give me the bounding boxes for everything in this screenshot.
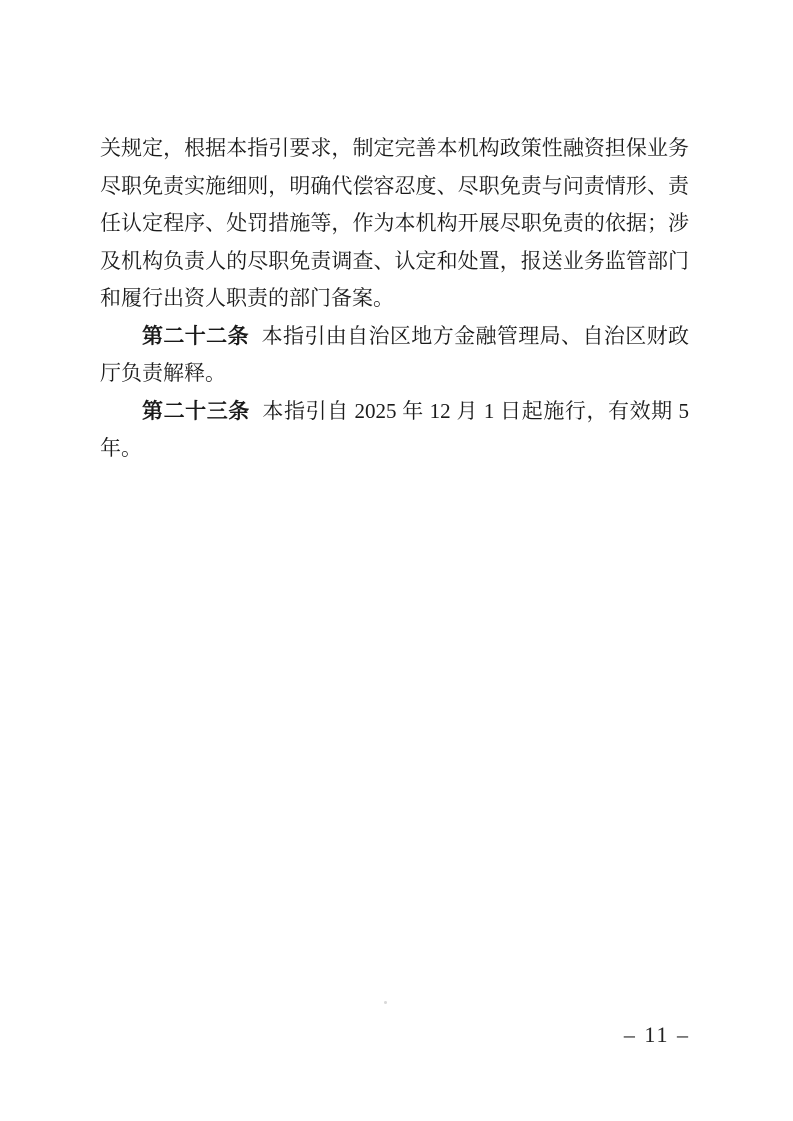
article-23-line-2: 年。 [100, 436, 142, 460]
article-23-line-1 [100, 393, 689, 431]
paragraph-continuation-line-5: 和履行出资人职责的部门备案。 [100, 286, 394, 310]
document-text-block [100, 130, 689, 468]
article-23-number: 第二十三条 [142, 398, 250, 423]
page-number: – 11 – [623, 1022, 690, 1047]
paragraph-continuation-line-1: 关规定，根据本指引要求，制定完善本机构政策性融资担保业务 [100, 136, 689, 160]
article-22-number: 第二十二条 [142, 323, 249, 348]
paragraph-continuation-line-2: 尽职免责实施细则，明确代偿容忍度、尽职免责与问责情形、责 [100, 173, 689, 198]
paragraph-continuation-line-3: 任认定程序、处罚措施等，作为本机构开展尽职免责的依据；涉 [100, 211, 689, 235]
paragraph-continuation-line-4: 及机构负责人的尽职免责调查、认定和处置，报送业务监管部门 [100, 248, 689, 273]
scan-speck [384, 1001, 387, 1004]
article-22-line-2: 厅负责解释。 [100, 361, 226, 385]
article-23-text: 本指引自 2025 年 12 月 1 日起施行，有效期 5 [262, 398, 690, 423]
article-22-line-1 [100, 318, 689, 356]
article-22-text: 本指引由自治区地方金融管理局、自治区财政 [261, 323, 690, 348]
